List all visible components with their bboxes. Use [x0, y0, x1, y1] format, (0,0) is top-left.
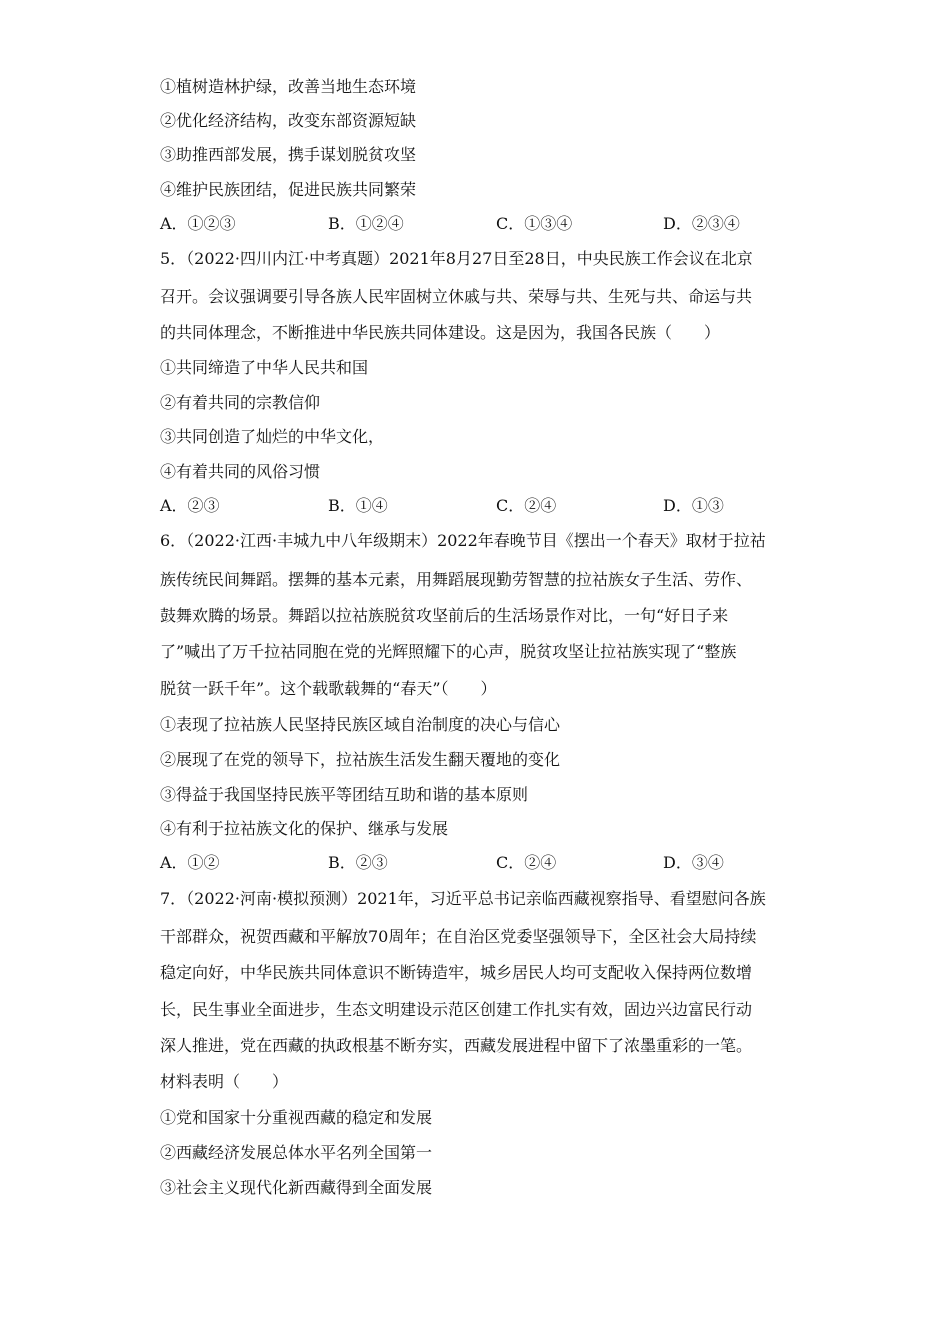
q4-option-c: C．①③④: [496, 214, 573, 233]
q6-item-4: ④有利于拉祜族文化的保护、继承与发展: [160, 819, 449, 838]
q5-item-2: ②有着共同的宗教信仰: [160, 393, 321, 412]
q5-option-b: B．①④: [328, 496, 388, 515]
q6-option-c: C．②④: [496, 853, 557, 872]
q7-stem-line-1: 7．（2022·河南·模拟预测）2021年，习近平总书记亲临西藏视察指导、看望慰问各族: [160, 889, 766, 908]
q4-item-4: ④维护民族团结，促进民族共同繁荣: [160, 180, 417, 199]
q5-stem-line-2: 召开。会议强调要引导各族人民牢固树立休戚与共、荣辱与共、生死与共、命运与共: [160, 287, 753, 306]
q7-stem-line-6: 材料表明（ ）: [160, 1072, 289, 1091]
q4-item-2: ②优化经济结构，改变东部资源短缺: [160, 111, 417, 130]
q7-stem-line-2: 干部群众，祝贺西藏和平解放70周年；在自治区党委坚强领导下，全区社会大局持续: [160, 927, 757, 946]
q5-options: [160, 496, 860, 516]
q6-stem-line-5: 脱贫一跃千年”。这个载歌载舞的“春天”（ ）: [160, 679, 497, 698]
q7-item-2: ②西藏经济发展总体水平名列全国第一: [160, 1143, 433, 1162]
q7-stem-line-3: 稳定向好，中华民族共同体意识不断铸造牢，城乡居民人均可支配收入保持两位数增: [160, 963, 753, 982]
q6-stem-line-3: 鼓舞欢腾的场景。舞蹈以拉祜族脱贫攻坚前后的生活场景作对比，一句“好日子来: [160, 606, 729, 625]
q4-option-d: D．②③④: [663, 214, 740, 233]
q6-stem-line-2: 族传统民间舞蹈。摆舞的基本元素，用舞蹈展现勤劳智慧的拉祜族女子生活、劳作、: [160, 570, 753, 589]
q4-option-b: B．①②④: [328, 214, 404, 233]
q4-item-1: ①植树造林护绿，改善当地生态环境: [160, 77, 417, 96]
q5-stem-line-1: 5．（2022·四川内江·中考真题）2021年8月27日至28日，中央民族工作会议在北京: [160, 249, 753, 268]
q5-option-c: C．②④: [496, 496, 557, 515]
q6-stem-line-1: 6．（2022·江西·丰城九中八年级期末）2022年春晚节目《摆出一个春天》取材于拉祜: [160, 531, 766, 550]
q5-option-d: D．①③: [663, 496, 724, 515]
q6-item-3: ③得益于我国坚持民族平等团结互助和谐的基本原则: [160, 785, 529, 804]
q4-option-a: A．①②③: [160, 214, 236, 233]
q7-item-3: ③社会主义现代化新西藏得到全面发展: [160, 1178, 433, 1197]
q6-stem-line-4: 了”喊出了万千拉祜同胞在党的光辉照耀下的心声，脱贫攻坚让拉祜族实现了“整族: [160, 642, 737, 661]
q7-item-1: ①党和国家十分重视西藏的稳定和发展: [160, 1108, 433, 1127]
q6-option-d: D．③④: [663, 853, 724, 872]
q6-option-a: A．①②: [160, 853, 220, 872]
q6-item-2: ②展现了在党的领导下，拉祜族生活发生翻天覆地的变化: [160, 750, 561, 769]
q5-stem-line-3: 的共同体理念，不断推进中华民族共同体建设。这是因为，我国各民族（ ）: [160, 323, 721, 342]
q5-item-3: ③共同创造了灿烂的中华文化，: [160, 427, 385, 446]
q4-options: [160, 214, 860, 234]
q5-item-4: ④有着共同的风俗习惯: [160, 462, 321, 481]
q5-item-1: ①共同缔造了中华人民共和国: [160, 358, 369, 377]
q7-stem-line-5: 深人推进，党在西藏的执政根基不断夯实，西藏发展进程中留下了浓墨重彩的一笔。: [160, 1036, 753, 1055]
q5-option-a: A．②③: [160, 496, 220, 515]
q6-option-b: B．②③: [328, 853, 388, 872]
q6-options: [160, 853, 860, 873]
q4-item-3: ③助推西部发展，携手谋划脱贫攻坚: [160, 145, 417, 164]
q7-stem-line-4: 长，民生事业全面进步，生态文明建设示范区创建工作扎实有效，固边兴边富民行动: [160, 1000, 753, 1019]
q6-item-1: ①表现了拉祜族人民坚持民族区域自治制度的决心与信心: [160, 715, 561, 734]
